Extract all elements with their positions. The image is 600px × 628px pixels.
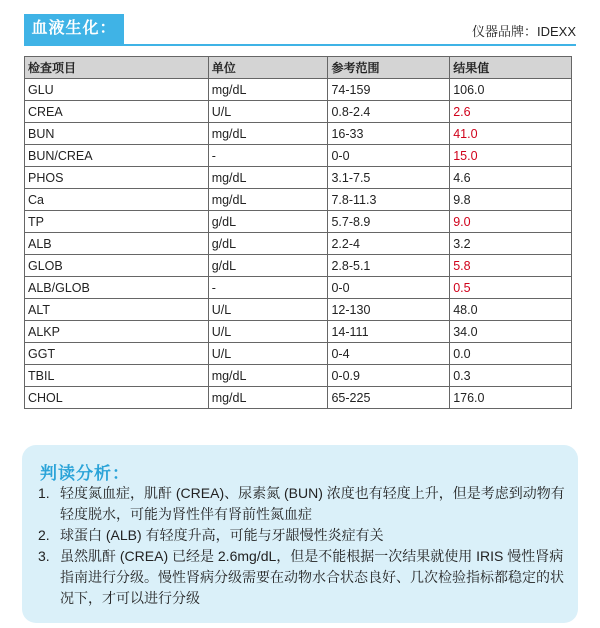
table-row — [25, 145, 572, 167]
column-header-range: 参考范围 — [328, 57, 450, 79]
cell-range: 74-159 — [328, 79, 450, 101]
cell-item: CREA — [25, 101, 209, 123]
cell-item: GGT — [25, 343, 209, 365]
cell-unit: mg/dL — [208, 387, 328, 409]
table-row — [25, 123, 572, 145]
header-divider — [24, 44, 576, 46]
cell-range: 7.8-11.3 — [328, 189, 450, 211]
analysis-item-text: 虽然肌酐 (CREA) 已经是 2.6mg/dL，但是不能根据一次结果就使用 IRIS 慢性肾病指南进行分级。慢性肾病分级需要在动物水合状态良好、几次检验指标都稳定的状况下，才可以进行分级 — [60, 548, 564, 606]
table-row — [25, 277, 572, 299]
section-title: 血液生化： — [24, 14, 124, 44]
cell-value: 2.6 — [450, 101, 572, 123]
cell-value: 5.8 — [450, 255, 572, 277]
cell-unit: U/L — [208, 321, 328, 343]
cell-unit: - — [208, 145, 328, 167]
cell-unit: g/dL — [208, 255, 328, 277]
cell-value: 9.8 — [450, 189, 572, 211]
instrument-brand: 仪器品牌：IDEXX — [471, 24, 576, 39]
cell-range: 5.7-8.9 — [328, 211, 450, 233]
table-row — [25, 101, 572, 123]
cell-item: CHOL — [25, 387, 209, 409]
cell-item: Ca — [25, 189, 209, 211]
cell-item: ALB — [25, 233, 209, 255]
table-row — [25, 321, 572, 343]
table-row — [25, 79, 572, 101]
analysis-item-number: 1. — [38, 485, 50, 501]
cell-item: GLU — [25, 79, 209, 101]
table-header-row — [25, 57, 572, 79]
cell-value: 15.0 — [450, 145, 572, 167]
table-row — [25, 343, 572, 365]
cell-value: 0.5 — [450, 277, 572, 299]
cell-range: 0.8-2.4 — [328, 101, 450, 123]
analysis-item-number: 2. — [38, 527, 50, 543]
analysis-list — [38, 483, 568, 609]
analysis-item-text: 轻度氮血症，肌酐 (CREA)、尿素氮 (BUN) 浓度也有轻度上升，但是考虑到动物有轻度脱水，可能为肾性伴有肾前性氮血症 — [60, 485, 565, 522]
cell-unit: g/dL — [208, 211, 328, 233]
table-row — [25, 255, 572, 277]
cell-value: 176.0 — [450, 387, 572, 409]
table-row — [25, 299, 572, 321]
blood-chemistry-table — [24, 56, 572, 409]
cell-value: 4.6 — [450, 167, 572, 189]
cell-value: 0.3 — [450, 365, 572, 387]
analysis-item — [38, 525, 568, 546]
cell-unit: mg/dL — [208, 365, 328, 387]
analysis-item — [38, 483, 568, 525]
cell-range: 65-225 — [328, 387, 450, 409]
table-row — [25, 365, 572, 387]
cell-value: 9.0 — [450, 211, 572, 233]
cell-value: 3.2 — [450, 233, 572, 255]
cell-item: ALT — [25, 299, 209, 321]
cell-item: BUN — [25, 123, 209, 145]
cell-item: TBIL — [25, 365, 209, 387]
analysis-item-number: 3. — [38, 548, 50, 564]
table-row — [25, 387, 572, 409]
column-header-item: 检查项目 — [25, 57, 209, 79]
cell-unit: mg/dL — [208, 167, 328, 189]
cell-range: 0-0 — [328, 277, 450, 299]
cell-item: TP — [25, 211, 209, 233]
cell-unit: mg/dL — [208, 189, 328, 211]
cell-range: 3.1-7.5 — [328, 167, 450, 189]
cell-item: ALB/GLOB — [25, 277, 209, 299]
cell-range: 2.8-5.1 — [328, 255, 450, 277]
cell-value: 34.0 — [450, 321, 572, 343]
cell-unit: U/L — [208, 101, 328, 123]
cell-value: 106.0 — [450, 79, 572, 101]
table-row — [25, 189, 572, 211]
table-row — [25, 167, 572, 189]
column-header-value: 结果值 — [450, 57, 572, 79]
cell-range: 0-0.9 — [328, 365, 450, 387]
table-row — [25, 233, 572, 255]
cell-unit: U/L — [208, 343, 328, 365]
cell-item: GLOB — [25, 255, 209, 277]
cell-unit: - — [208, 277, 328, 299]
cell-unit: U/L — [208, 299, 328, 321]
analysis-panel — [22, 445, 578, 623]
cell-range: 2.2-4 — [328, 233, 450, 255]
cell-range: 0-4 — [328, 343, 450, 365]
cell-unit: g/dL — [208, 233, 328, 255]
cell-range: 12-130 — [328, 299, 450, 321]
cell-value: 41.0 — [450, 123, 572, 145]
analysis-title: 判读分析： — [40, 464, 130, 483]
cell-value: 0.0 — [450, 343, 572, 365]
cell-range: 0-0 — [328, 145, 450, 167]
cell-value: 48.0 — [450, 299, 572, 321]
cell-unit: mg/dL — [208, 123, 328, 145]
cell-item: BUN/CREA — [25, 145, 209, 167]
analysis-item — [38, 546, 568, 609]
column-header-unit: 单位 — [208, 57, 328, 79]
section-header — [24, 14, 576, 44]
table-row — [25, 211, 572, 233]
cell-unit: mg/dL — [208, 79, 328, 101]
cell-item: ALKP — [25, 321, 209, 343]
cell-item: PHOS — [25, 167, 209, 189]
analysis-item-text: 球蛋白 (ALB) 有轻度升高，可能与牙龈慢性炎症有关 — [60, 527, 384, 543]
table-body — [25, 79, 572, 409]
cell-range: 14-111 — [328, 321, 450, 343]
cell-range: 16-33 — [328, 123, 450, 145]
